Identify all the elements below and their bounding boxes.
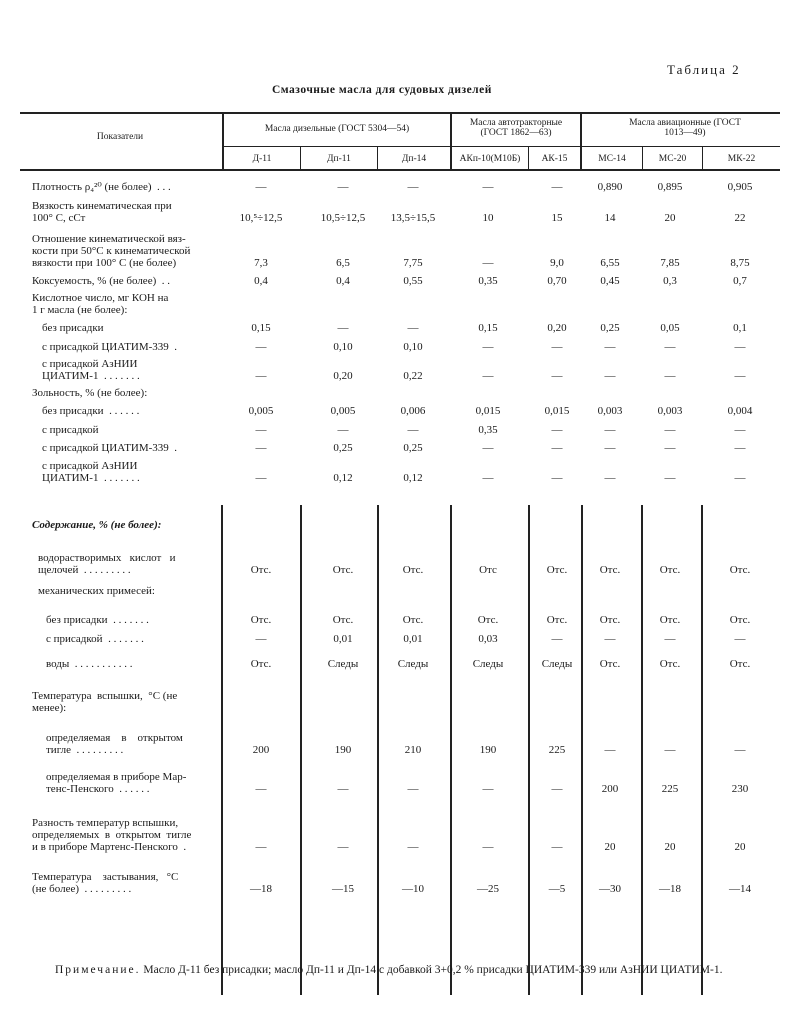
table-cell: —: [407, 322, 419, 334]
table-cell: 20: [734, 841, 746, 853]
table-cell: 0,12: [333, 472, 353, 484]
table-cell: —: [734, 370, 746, 382]
table-cell: 0,35: [478, 275, 498, 287]
header-top-rule: [20, 112, 780, 114]
table-cell: 0,4: [336, 275, 350, 287]
table-cell: —: [551, 341, 563, 353]
row-label: без присадки . . . . . .: [42, 405, 140, 417]
table-cell: —: [482, 257, 494, 269]
table-cell: 190: [479, 744, 497, 756]
table-cell: —: [337, 181, 349, 193]
table-cell: —: [604, 442, 616, 454]
table-cell: —: [482, 442, 494, 454]
table-cell: —14: [729, 883, 751, 895]
table-cell: —: [255, 424, 267, 436]
table-cell: —: [734, 442, 746, 454]
table-cell: —25: [477, 883, 499, 895]
table-cell: 0,45: [600, 275, 620, 287]
table-cell: —: [482, 370, 494, 382]
table-cell: 7,85: [660, 257, 680, 269]
row-label: Содержание, % (не более):: [32, 519, 162, 531]
table-cell: 0,4: [254, 275, 268, 287]
table-cell: —: [664, 442, 676, 454]
table-cell: 14: [604, 212, 616, 224]
table-cell: 10,⁵÷12,5: [239, 212, 283, 224]
note-text: Масло Д-11 без присадки; масло Дп-11 и Дп-14 с добавкой 3+0,2 % присадки ЦИАТИМ-339 или АзНИИ ЦИАТИМ-1.: [140, 964, 723, 976]
table-cell: 9,0: [550, 257, 564, 269]
table-cell: —: [482, 783, 494, 795]
table-cell: 0,35: [478, 424, 498, 436]
row-label: Температура вспышки, °С (не менее):: [32, 690, 178, 714]
table-cell: —: [604, 744, 616, 756]
table-cell: Отс.: [250, 614, 272, 626]
table-cell: 0,15: [251, 322, 271, 334]
column-header: АКп-10(М10Б): [459, 154, 521, 164]
table-label: Таблица 2: [667, 62, 741, 77]
table-cell: 0,003: [597, 405, 623, 417]
table-cell: —18: [250, 883, 272, 895]
table-cell: Отс.: [729, 564, 751, 576]
table-cell: 0,905: [727, 181, 753, 193]
table-cell: Отс.: [659, 658, 681, 670]
table-cell: —: [255, 341, 267, 353]
table-cell: 230: [731, 783, 749, 795]
table-cell: —: [664, 341, 676, 353]
table-cell: 7,75: [403, 257, 423, 269]
table-cell: 0,15: [478, 322, 498, 334]
header-group-rule: [222, 146, 780, 147]
table-cell: —: [407, 841, 419, 853]
table-cell: 22: [734, 212, 746, 224]
table-cell: 10: [482, 212, 494, 224]
table-cell: Отс.: [402, 614, 424, 626]
table-cell: —: [734, 744, 746, 756]
table-header: [20, 112, 780, 170]
table-title: Смазочные масла для судовых дизелей: [272, 84, 492, 96]
table-cell: 0,015: [475, 405, 501, 417]
row-label: с присадкой АзНИИ ЦИАТИМ-1 . . . . . . .: [42, 460, 140, 484]
table-cell: —: [551, 181, 563, 193]
table-cell: —: [551, 783, 563, 795]
table-cell: 10,5÷12,5: [320, 212, 366, 224]
column-header: Дп-14: [401, 154, 427, 164]
table-cell: Отс.: [250, 658, 272, 670]
table-cell: Отс.: [546, 564, 568, 576]
table-cell: —: [407, 424, 419, 436]
table-cell: Отс.: [729, 614, 751, 626]
table-cell: —: [255, 370, 267, 382]
table-cell: —: [255, 841, 267, 853]
table-cell: 20: [664, 212, 676, 224]
table-cell: —5: [548, 883, 566, 895]
table-cell: 0,3: [663, 275, 677, 287]
table-cell: 7,3: [254, 257, 268, 269]
table-cell: 0,005: [330, 405, 356, 417]
table-cell: 0,05: [660, 322, 680, 334]
table-cell: 0,25: [600, 322, 620, 334]
table-cell: 0,7: [733, 275, 747, 287]
table-cell: —: [734, 633, 746, 645]
table-cell: —: [337, 841, 349, 853]
table-cell: Отс.: [332, 614, 354, 626]
table-cell: 0,890: [597, 181, 623, 193]
table-cell: —: [664, 633, 676, 645]
table-cell: —: [604, 633, 616, 645]
table-cell: 0,1: [733, 322, 747, 334]
column-rule: [300, 505, 302, 995]
table-cell: 225: [548, 744, 566, 756]
table-cell: —: [604, 370, 616, 382]
table-cell: —: [482, 341, 494, 353]
table-cell: 0,10: [403, 341, 423, 353]
table-cell: Отс.: [250, 564, 272, 576]
table-cell: —: [664, 424, 676, 436]
table-cell: —: [407, 181, 419, 193]
table-cell: 0,20: [333, 370, 353, 382]
table-cell: —: [482, 181, 494, 193]
table-cell: 0,015: [544, 405, 570, 417]
table-cell: —: [664, 472, 676, 484]
row-label: с присадкой: [42, 424, 99, 436]
table-cell: 8,75: [730, 257, 750, 269]
table-cell: 0,10: [333, 341, 353, 353]
header-group-diesel: Масла дизельные (ГОСТ 5304—54): [264, 124, 410, 134]
table-cell: 13,5÷15,5: [390, 212, 436, 224]
table-cell: 0,20: [547, 322, 567, 334]
table-cell: —: [551, 442, 563, 454]
table-cell: —: [337, 322, 349, 334]
table-cell: —: [664, 744, 676, 756]
table-cell: —: [255, 181, 267, 193]
row-label: механических примесей:: [38, 585, 155, 597]
table-cell: Отс.: [402, 564, 424, 576]
header-group-autotractor: Масла автотракторные (ГОСТ 1862—63): [469, 118, 563, 138]
table-cell: 0,22: [403, 370, 423, 382]
table-cell: 0,004: [727, 405, 753, 417]
row-label: Вязкость кинематическая при 100° С, сСт: [32, 200, 172, 224]
table-cell: Отс.: [546, 614, 568, 626]
table-cell: —: [734, 424, 746, 436]
column-header: Дп-11: [327, 154, 351, 164]
table-cell: Отс.: [332, 564, 354, 576]
table-cell: 0,25: [403, 442, 423, 454]
table-cell: 225: [661, 783, 679, 795]
table-cell: —: [734, 472, 746, 484]
header-bottom-rule: [20, 169, 780, 171]
row-label: Плотность ρ₄²⁰ (не более) . . .: [32, 181, 171, 193]
table-cell: 20: [604, 841, 616, 853]
table-cell: —: [337, 424, 349, 436]
table-cell: 0,25: [333, 442, 353, 454]
row-label: с присадкой ЦИАТИМ-339 .: [42, 442, 178, 454]
row-label: Зольность, % (не более):: [32, 387, 148, 399]
table-cell: —18: [659, 883, 681, 895]
table-cell: 0,01: [333, 633, 353, 645]
table-cell: 15: [551, 212, 563, 224]
header-indicator: Показатели: [96, 132, 144, 142]
table-cell: 200: [601, 783, 619, 795]
table-cell: —: [255, 783, 267, 795]
column-header: МС-14: [598, 154, 626, 164]
table-cell: 200: [252, 744, 270, 756]
column-header: АК-15: [541, 154, 568, 164]
table-cell: —: [337, 783, 349, 795]
row-label: без присадки . . . . . . .: [46, 614, 149, 626]
table-cell: 0,70: [547, 275, 567, 287]
table-cell: —: [407, 783, 419, 795]
table-cell: 0,12: [403, 472, 423, 484]
column-rule: [450, 505, 452, 995]
table-cell: 20: [664, 841, 676, 853]
table-cell: —: [551, 424, 563, 436]
table-cell: Отс: [479, 564, 497, 576]
row-label: воды . . . . . . . . . . .: [46, 658, 133, 670]
row-label: без присадки: [42, 322, 104, 334]
table-cell: 0,895: [657, 181, 683, 193]
table-cell: 0,003: [657, 405, 683, 417]
table-cell: —: [604, 341, 616, 353]
row-label: определяемая в открытом тигле . . . . . . . . .: [46, 732, 183, 756]
table-cell: —: [551, 472, 563, 484]
table-cell: —: [664, 370, 676, 382]
table-cell: —: [551, 370, 563, 382]
table-cell: —: [604, 424, 616, 436]
table-cell: 6,5: [336, 257, 350, 269]
table-cell: Следы: [472, 658, 504, 670]
row-label: Температура застывания, °С (не более) . . . . . . . . .: [32, 871, 179, 895]
table-cell: —: [255, 633, 267, 645]
column-header: МС-20: [658, 154, 687, 164]
table-cell: —: [482, 472, 494, 484]
row-label: определяемая в приборе Мар- тенс-Пенского . . . . . .: [46, 771, 187, 795]
row-label: Кислотное число, мг КОН на 1 г масла (не более):: [32, 292, 169, 316]
row-label: с присадкой . . . . . . .: [46, 633, 144, 645]
row-label: с присадкой АзНИИ ЦИАТИМ-1 . . . . . . .: [42, 358, 140, 382]
table-cell: —: [604, 472, 616, 484]
table-cell: Следы: [327, 658, 359, 670]
column-rule: [221, 505, 223, 995]
table-note: [55, 964, 775, 977]
table-cell: —15: [332, 883, 354, 895]
table-cell: 0,005: [248, 405, 274, 417]
row-label: Отношение кинематической вяз- кости при 50°С к кинематической вязкости при 100° С (не более): [32, 233, 191, 269]
table-cell: 0,01: [403, 633, 423, 645]
table-cell: —: [551, 633, 563, 645]
table-cell: 6,55: [600, 257, 620, 269]
table-cell: Отс.: [477, 614, 499, 626]
table-cell: —: [255, 442, 267, 454]
note-lead: Примечание.: [55, 964, 141, 976]
table-cell: Отс.: [659, 614, 681, 626]
table-cell: Отс.: [659, 564, 681, 576]
column-header: Д-11: [252, 154, 272, 164]
row-label: Коксуемость, % (не более) . .: [32, 275, 170, 287]
table-cell: —: [255, 472, 267, 484]
table-cell: Отс.: [729, 658, 751, 670]
table-cell: 190: [334, 744, 352, 756]
table-cell: 0,55: [403, 275, 423, 287]
table-cell: —10: [402, 883, 424, 895]
table-cell: Следы: [397, 658, 429, 670]
table-cell: Отс.: [599, 658, 621, 670]
table-cell: —: [551, 841, 563, 853]
row-label: водорастворимых кислот и щелочей . . . . . . . . .: [38, 552, 176, 576]
table-cell: 0,03: [478, 633, 498, 645]
table-cell: —: [482, 841, 494, 853]
row-label: Разность температур вспышки, определяемых в открытом тигле и в приборе Мартенс-Пенского .: [32, 817, 192, 853]
table-cell: Следы: [541, 658, 573, 670]
table-cell: —: [734, 341, 746, 353]
table-cell: Отс.: [599, 614, 621, 626]
table-cell: 0,006: [400, 405, 426, 417]
table-cell: —30: [599, 883, 621, 895]
table-cell: Отс.: [599, 564, 621, 576]
column-header: МК-22: [727, 154, 756, 164]
header-group-aviation: Масла авиационные (ГОСТ 1013—49): [629, 118, 741, 138]
row-label: с присадкой ЦИАТИМ-339 .: [42, 341, 178, 353]
table-cell: 210: [404, 744, 422, 756]
